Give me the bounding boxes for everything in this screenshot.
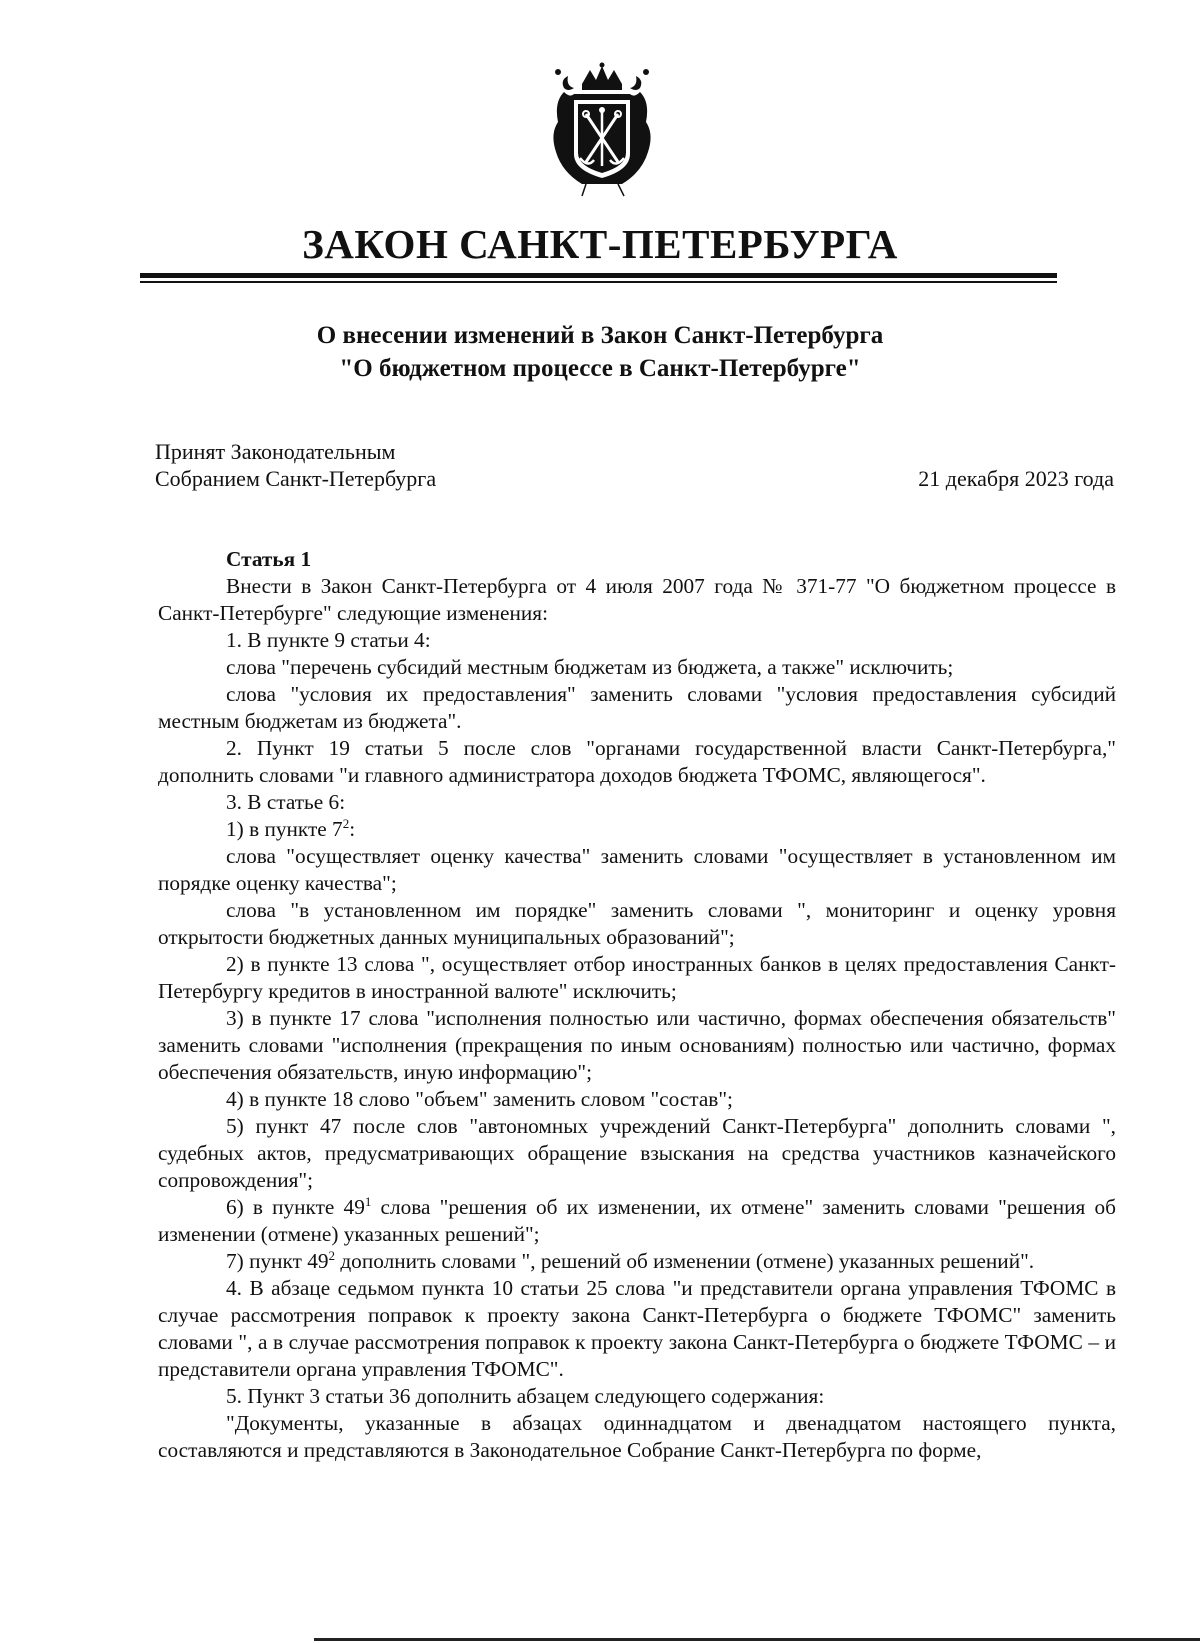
adoption-statement — [155, 438, 436, 492]
item-1-paragraph-b: слова "условия их предоставления" заменить словами "условия предоставления субсидий местным бюджетам из бюджета". — [158, 682, 1116, 733]
item-1-paragraph-a: слова "перечень субсидий местным бюджетам из бюджета, а также" исключить; — [226, 655, 954, 679]
article-intro: Внести в Закон Санкт-Петербурга от 4 июля 2007 года № 371-77 "О бюджетном процессе в Санкт-Петербурге" следующие изменения: — [158, 574, 1116, 625]
article-body — [158, 546, 1116, 1464]
title-divider-thin — [140, 281, 1057, 283]
item-3-subitem-3: 3) в пункте 17 слова "исполнения полностью или частично, формах обеспечения обязательств" заменить словами "исполнения (прекращения по иным основаниям) полностью или частично, формах обеспечения обязательств, иную информацию"; — [158, 1006, 1116, 1084]
item-3-subitem-1-paragraph-b: слова "в установленном им порядке" заменить словами ", мониторинг и оценку уровня открытости бюджетных данных муниципальных образований"; — [158, 898, 1116, 949]
item-2: 2. Пункт 19 статьи 5 после слов "органами государственной власти Санкт-Петербурга," дополнить словами "и главного администратора доходов бюджета ТФОМС, являющегося". — [158, 736, 1116, 787]
item-5: 5. Пункт 3 статьи 36 дополнить абзацем следующего содержания: — [226, 1384, 825, 1408]
saint-petersburg-coat-of-arms-icon — [538, 62, 666, 198]
law-title: ЗАКОН САНКТ-ПЕТЕРБУРГА — [302, 221, 898, 267]
subtitle-line-1: О внесении изменений в Закон Санкт-Петербурга — [316, 322, 884, 349]
title-divider-thick — [140, 273, 1057, 278]
item-1: 1. В пункте 9 статьи 4: — [226, 628, 431, 652]
article-heading: Статья 1 — [226, 547, 312, 571]
adoption-line-2: Собранием Санкт-Петербурга — [155, 466, 437, 491]
item-3-subitem-2: 2) в пункте 13 слова ", осуществляет отбор иностранных банков в целях предоставления Санкт-Петербургу кредитов в иностранной валюте" исключить; — [158, 952, 1116, 1003]
item-3-subitem-6: 6) в пункте $49^1$ слова "решения об их изменении, их отмене" заменить словами "решения об изменении (отмене) указанных решений"; — [158, 1194, 1116, 1246]
adoption-date: 21 декабря 2023 года — [918, 466, 1114, 491]
item-5-paragraph-a: "Документы, указанные в абзацах одиннадцатом и двенадцатом настоящего пункта, составляются и представляются в Законодательное Собрание Санкт-Петербурга по форме, — [158, 1411, 1116, 1462]
adoption-line-1: Принят Законодательным — [155, 439, 396, 464]
subtitle-line-2: "О бюджетном процессе в Санкт-Петербурге" — [339, 355, 861, 382]
item-3-subitem-4: 4) в пункте 18 слово "объем" заменить словом "состав"; — [226, 1087, 733, 1111]
item-3: 3. В статье 6: — [226, 790, 346, 814]
law-subtitle — [0, 319, 1200, 385]
item-3-subitem-5: 5) пункт 47 после слов "автономных учреждений Санкт-Петербурга" дополнить словами ", судебных актов, предусматривающих обращение взыскания на средства участников казначейского сопровождения"; — [158, 1114, 1116, 1192]
item-4: 4. В абзаце седьмом пункта 10 статьи 25 слова "и представители органа управления ТФОМС в случае рассмотрения поправок к проекту закона Санкт-Петербурга о бюджете ТФОМС" заменить словами ", а в случае рассмотрения поправок к проекту закона Санкт-Петербурга о бюджете ТФОМС – и представители органа управления ТФОМС". — [158, 1276, 1116, 1381]
item-3-subitem-1: 1) в пункте $7^2$: — [226, 816, 356, 841]
page-bottom-rule — [314, 1638, 1200, 1641]
item-3-subitem-1-paragraph-a: слова "осуществляет оценку качества" заменить словами "осуществляет в установленном им порядке оценку качества"; — [158, 844, 1116, 895]
item-3-subitem-7: 7) пункт $49^2$ дополнить словами ", решений об изменении (отмене) указанных решений". — [226, 1248, 1035, 1273]
